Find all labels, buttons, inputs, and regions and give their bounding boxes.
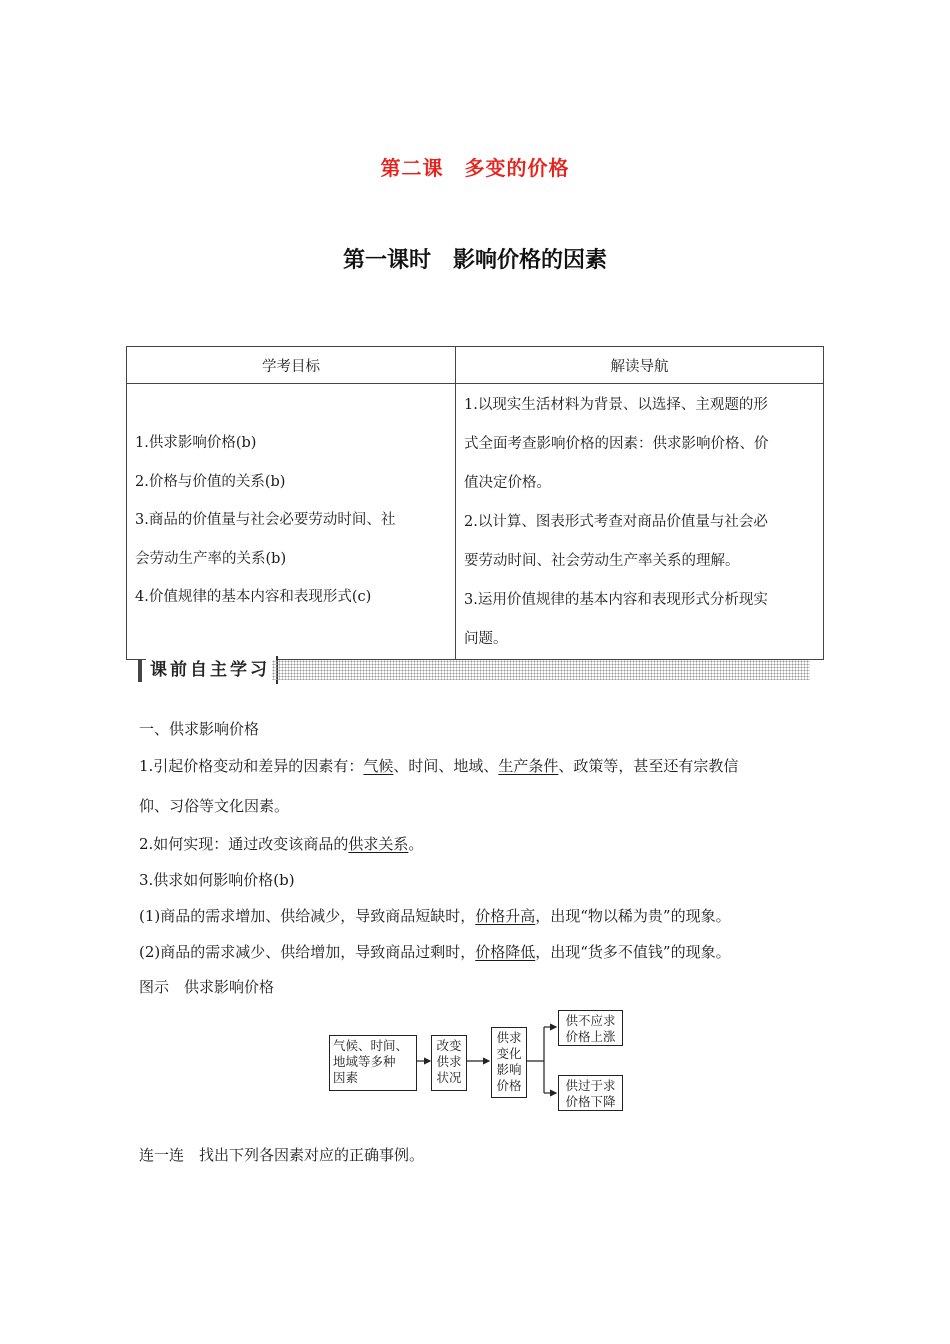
flow-box-shortage: [558, 1010, 623, 1046]
goals-cell: [127, 384, 456, 660]
text: ，出现“货多不值钱”的现象。: [535, 943, 731, 961]
flow-box-supply-affects-price: [491, 1027, 527, 1098]
goal-item: 1.供求影响价格(b): [135, 435, 257, 451]
blank-answer: 供求关系: [348, 835, 409, 853]
guide-item: 2.以计算、图表形式考查对商品价值量与社会必: [464, 514, 768, 530]
goal-item: 3.商品的价值量与社会必要劳动时间、社: [135, 512, 396, 528]
guide-item: 问题。: [464, 631, 508, 647]
flow-text: 价格上涨: [565, 1029, 616, 1044]
goal-item: 2.价格与价值的关系(b): [135, 473, 286, 490]
banner-dot-pattern: [272, 660, 810, 680]
guide-item: 式全面考查影响价格的因素：供求影响价格、价: [464, 436, 769, 452]
blank-answer: 气候: [363, 757, 394, 775]
table-header-row: [127, 347, 824, 384]
period-title: 第一课时 影响价格的因素: [342, 248, 607, 273]
flow-box-change-supply: [431, 1035, 467, 1091]
item2: [139, 833, 423, 854]
guide-item: 要劳动时间、社会劳动生产率关系的理解。: [464, 553, 740, 569]
text: ，出现“物以稀为贵”的现象。: [535, 907, 731, 925]
flow-text: 供求: [436, 1054, 462, 1069]
item1-line2: 仰、习俗等文化因素。: [139, 797, 290, 815]
goal-item: 会劳动生产率的关系(b): [135, 550, 287, 567]
item3: 3.供求如何影响价格(b): [139, 871, 295, 889]
sub-item-2: [139, 941, 731, 962]
flow-text: 状况: [436, 1070, 462, 1085]
flow-box-surplus: [558, 1075, 623, 1111]
figure-caption: 图示 供求影响价格: [139, 978, 275, 996]
flow-text: 改变: [436, 1038, 462, 1053]
blank-answer: 价格升高: [475, 907, 536, 925]
flow-text: 变化: [496, 1046, 522, 1061]
guide-item: 1.以现实生活材料为背景、以选择、主观题的形: [464, 397, 768, 413]
flow-text: 地域等多种: [333, 1054, 396, 1069]
flow-text: 供不应求: [565, 1013, 616, 1028]
flow-text: 价格下降: [565, 1094, 616, 1109]
goals-table: [126, 346, 824, 660]
goal-item: 4.价值规律的基本内容和表现形式(c): [135, 589, 372, 605]
blank-answer: 价格降低: [475, 943, 536, 961]
flow-text: 气候、时间、: [333, 1038, 409, 1053]
banner-label: 课前自主学习: [146, 656, 278, 684]
text: 。: [408, 835, 424, 853]
flow-text: 价格: [496, 1078, 522, 1093]
banner-accent-bar: [138, 660, 142, 682]
exercise-prompt: 连一连 找出下列各因素对应的正确事例。: [139, 1146, 425, 1164]
text: 1.引起价格变动和差异的因素有：: [139, 757, 364, 775]
text: 2.如何实现：通过改变该商品的: [139, 835, 349, 853]
header-guide: 解读导航: [456, 347, 824, 384]
flow-text: 影响: [496, 1062, 522, 1077]
table-body-row: [127, 384, 824, 660]
text: (2)商品的需求减少、供给增加，导致商品过剩时，: [139, 943, 476, 961]
flow-text: 因素: [333, 1070, 359, 1085]
flow-text: 供过于求: [565, 1078, 616, 1093]
sub-item-1: [139, 905, 731, 926]
guide-cell: [456, 384, 824, 660]
header-goals: 学考目标: [127, 347, 456, 384]
flowchart: [326, 1009, 626, 1113]
guide-item: 3.运用价值规律的基本内容和表现形式分析现实: [464, 592, 768, 608]
section-heading: 一、供求影响价格: [139, 720, 260, 738]
item1-line1: [139, 755, 738, 776]
blank-answer: 生产条件: [498, 757, 559, 775]
section-banner: [138, 656, 810, 686]
text: 、政策等，甚至还有宗教信: [558, 757, 739, 775]
flow-text: 供求: [496, 1030, 522, 1045]
flow-box-factors: [329, 1035, 417, 1091]
guide-item: 值决定价格。: [464, 475, 551, 491]
text: 、时间、地域、: [393, 757, 499, 775]
lesson-title: 第二课 多变的价格: [380, 156, 570, 180]
text: (1)商品的需求增加、供给减少，导致商品短缺时，: [139, 907, 476, 925]
